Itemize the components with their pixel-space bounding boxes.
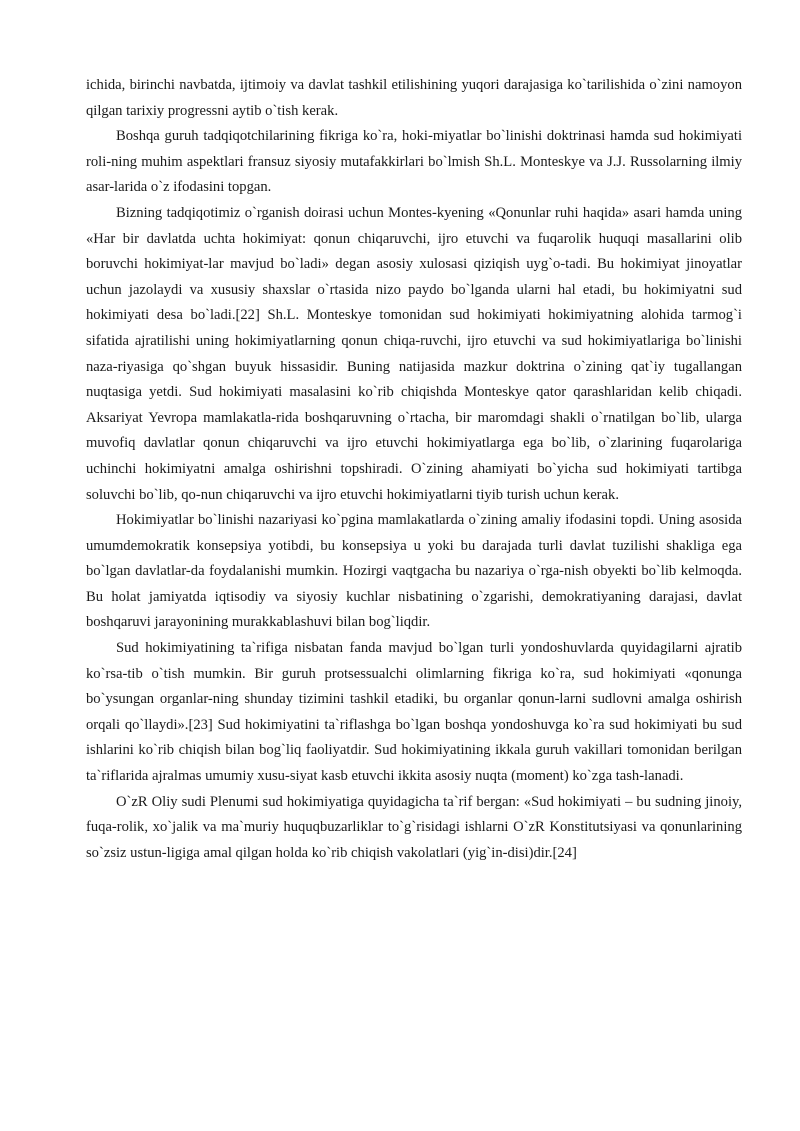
paragraph-5: Sud hokimiyatining ta`rifiga nisbatan fanda mavjud bo`lgan turli yondoshuvlarda quyidagilarni ajratib ko`rsa-tib o`tish mumkin. Bir guruh protsessualchi olimlarning fikriga ko`ra, sud hokimiyati «qonunga bo`ysungan organlar-ning shunday tizimini tashkil etadiki, bu organlar qonun-larni sudlovni amalga oshirish orqali qo`llaydi».[23] Sud hokimiyatini ta`riflashga bo`lgan boshqa yondoshuvga ko`ra sud hokimiyati bu sud ishlarini ko`rib chiqish bilan bog`liq faoliyatdir. Sud hokimiyatining ikkala guruh vakillari tomonidan berilgan ta`riflarida ajralmas umumiy xusu-siyat kasb etuvchi ikkita asosiy nuqta (moment) ko`zga tash-lanadi. [86, 640, 742, 785]
paragraph-2: Boshqa guruh tadqiqotchilarining fikriga ko`ra, hoki-miyatlar bo`linishi doktrinasi hamda sud hokimiyati roli-ning muhim aspektlari fransuz siyosiy mutafakkirlari bo`lmish Sh.L. Monteskye va J.J. Russolarning ilmiy asar-larida o`z ifodasini topgan. [86, 128, 742, 196]
document-page [86, 73, 742, 866]
paragraph-1: ichida, birinchi navbatda, ijtimoiy va davlat tashkil etilishining yuqori darajasiga ko`tarilishida o`zini namoyon qilgan tarixiy progressni aytib o`tish kerak. [86, 77, 742, 119]
paragraph-6: O`zR Oliy sudi Plenumi sud hokimiyatiga quyidagicha ta`rif bergan: «Sud hokimiyati – bu sudning jinoiy, fuqa-rolik, xo`jalik va ma`muriy huquqbuzarliklar to`g`risidagi ishlarni O`zR Konstitutsiyasi va qonunlarining so`zsiz ustun-ligiga amal qilgan holda ko`rib chiqish vakolatlari (yig`in-disi)dir.[24] [86, 793, 742, 861]
paragraph-3: Bizning tadqiqotimiz o`rganish doirasi uchun Montes-kyening «Qonunlar ruhi haqida» asari hamda uning «Har bir davlatda uchta hokimiyat: qonun chiqaruvchi, ijro etuvchi va fuqarolik huquqi masallarini olib boruvchi hokimiyat-lar mavjud bo`ladi» degan asosiy xulosasi qiziqish uyg`o-tadi. Bu hokimiyat jinoyatlar uchun jazolaydi va xususiy shaxslar o`rtasida nizo paydo bo`lganda ularni hal etadi, bu hokimiyatni sud hokimiyati desa bo`ladi.[22] Sh.L. Monteskye tomonidan sud hokimiyati hokimiyatning alohida tarmog`i sifatida ajratilishi uning hokimiyatlarning qonun chiqa-ruvchi, ijro etuvchi va sud hokimiyatlariga bo`linishi naza-riyasiga qo`shgan buyuk hissasidir. Buning natijasida mazkur doktrina o`zining qat`iy tugallangan nuqtasiga yetdi. Sud hokimiyati masalasini ko`rib chiqishda Monteskye qator qarashlaridan kelib chiqadi. Aksariyat Yevropa mamlakatla-rida boshqaruvning o`rtacha, bir maromdagi shakli o`rnatilgan bo`lib, ularga muvofiq davlatlar qonun chiqaruvchi va ijro etuvchi hokimiyatlarga ega bo`lib, o`zlarining fuqarolariga uchinchi hokimiyatni amalga oshirishni topshiradi. O`zining ahamiyati bo`yicha sud hokimiyati tartibga soluvchi bo`lib, qo-nun chiqaruvchi va ijro etuvchi hokimiyatlarni tiyib turish uchun kerak. [86, 204, 742, 503]
paragraph-4: Hokimiyatlar bo`linishi nazariyasi ko`pgina mamlakatlarda o`zining amaliy ifodasini topdi. Uning asosida umumdemokratik konsepsiya yotibdi, bu konsepsiya u yoki bu darajada turli davlat tuzilishi shakliga ega bo`lgan davlatlar-da foydalanishi mumkin. Hozirgi vaqtgacha bu nazariya o`rga-nish obyekti bo`lib kelmoqda. Bu holat jamiyatda iqtisodiy va siyosiy kuchlar nisbatining o`zgarishi, demokratiyaning darajasi, davlat boshqaruvi jarayonining murakkablashuvi bilan bog`liqdir. [86, 512, 742, 631]
